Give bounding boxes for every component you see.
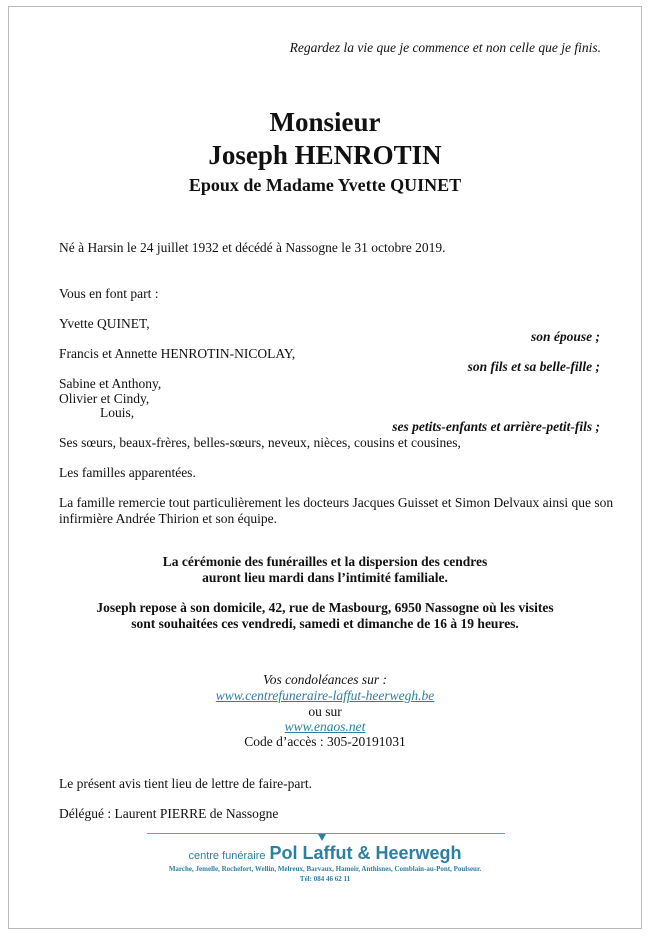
son-relation: son fils et sa belle-fille ; xyxy=(467,359,600,374)
delegate-line: Délégué : Laurent PIERRE de Nassogne xyxy=(59,806,279,821)
birth-death-line: Né à Harsin le 24 juillet 1932 et décédé à Nassogne le 31 octobre 2019. xyxy=(59,240,446,255)
footer-locations: Marche, Jemelle, Rochefort, Wellin, Melreux, Barvaux, Hamoir, Anthisnes, Comblain-au-Pont, Poulseur. xyxy=(168,865,482,873)
condolences-link-enaos[interactable]: www.enaos.net xyxy=(284,719,366,734)
grandchildren-relation: ses petits-enfants et arrière-petit-fils ; xyxy=(392,419,600,434)
condolences-label: Vos condoléances sur : xyxy=(262,672,388,687)
relatives-line: Les familles apparentées. xyxy=(59,465,196,480)
notice-line: Le présent avis tient lieu de lettre de faire-part. xyxy=(59,776,313,791)
funeral-home-logo xyxy=(9,843,641,864)
logo-brand-name: Pol Laffut & Heerwegh xyxy=(269,843,462,863)
condolences-link-row xyxy=(9,687,641,704)
grandchildren-1: Sabine et Anthony, xyxy=(59,376,162,391)
footer-divider xyxy=(147,833,505,834)
condolences-link-laffut[interactable]: www.centrefuneraire-laffut-heerwegh.be xyxy=(215,688,435,703)
rest-line-2: sont souhaitées ces vendredi, samedi et dimanche de 16 à 19 heures. xyxy=(131,616,519,631)
condolences-or: ou sur xyxy=(308,704,342,719)
spouse-name: Yvette QUINET, xyxy=(59,316,150,331)
footer-phone: Tél: 084 46 62 11 xyxy=(299,875,351,883)
ceremony-line-1: La cérémonie des funérailles et la dispersion des cendres xyxy=(162,554,488,569)
title-spouse: Epoux de Madame Yvette QUINET xyxy=(188,175,462,195)
title-name: Joseph HENROTIN xyxy=(208,140,442,170)
title-honorific: Monsieur xyxy=(269,107,381,137)
funeral-notice-page xyxy=(8,6,642,929)
son-name: Francis et Annette HENROTIN-NICOLAY, xyxy=(59,346,296,361)
spouse-relation: son épouse ; xyxy=(530,329,600,344)
epigraph-quote: Regardez la vie que je commence et non celle que je finis. xyxy=(289,40,601,55)
ceremony-line-2: auront lieu mardi dans l’intimité familiale. xyxy=(202,570,448,585)
rest-line-1: Joseph repose à son domicile, 42, rue de Masbourg, 6950 Nassogne où les visites xyxy=(96,600,554,615)
siblings-line: Ses sœurs, beaux-frères, belles-sœurs, neveux, nièces, cousins et cousines, xyxy=(59,435,461,450)
thanks-line-1: La famille remercie tout particulièrement les docteurs Jacques Guisset et Simon Delvaux ainsi que son xyxy=(59,495,614,510)
intro-line: Vous en font part : xyxy=(59,286,159,301)
great-grandchild: Louis, xyxy=(100,405,135,420)
footer-triangle-icon xyxy=(318,834,326,841)
grandchildren-2: Olivier et Cindy, xyxy=(59,391,150,406)
thanks-line-2: infirmière Andrée Thirion et son équipe. xyxy=(59,511,277,526)
access-code: Code d’accès : 305-20191031 xyxy=(244,734,406,749)
logo-small-label: centre funéraire xyxy=(188,850,266,862)
